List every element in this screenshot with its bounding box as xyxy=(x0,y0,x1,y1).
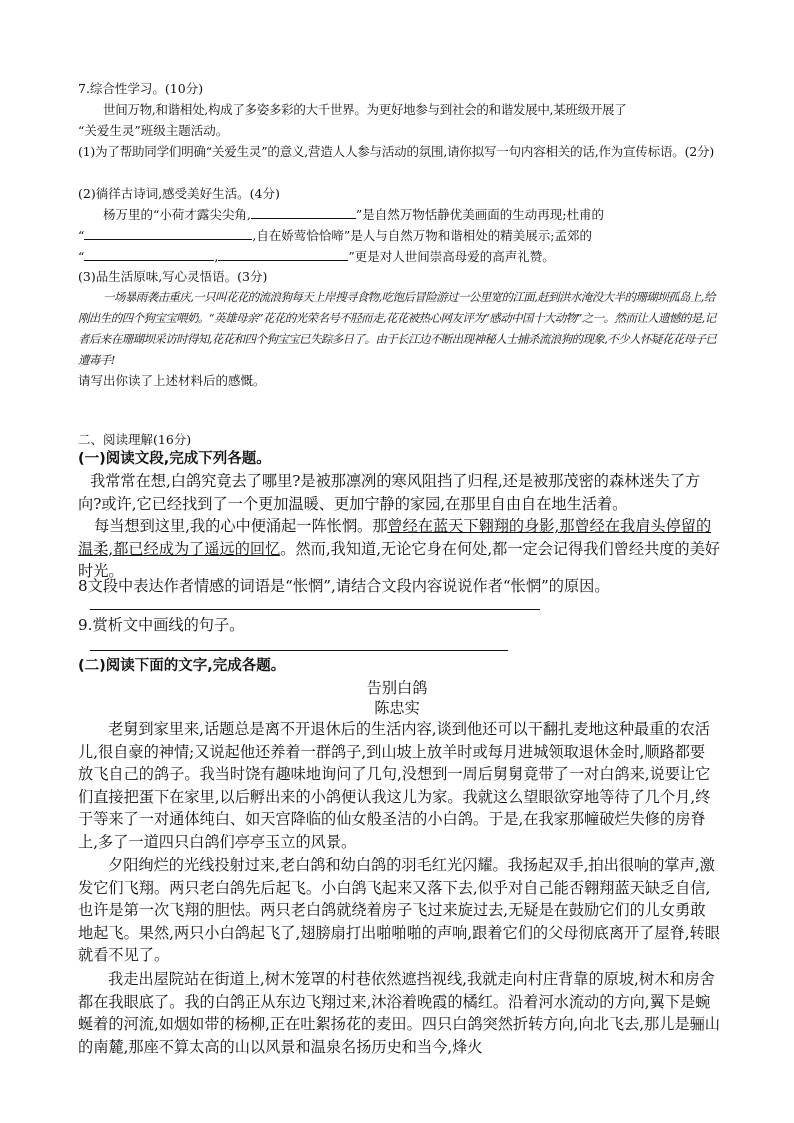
q7-sub2-line3 xyxy=(78,246,718,267)
passage1-para1: 我常常在想,白鸽究竟去了哪里?是被那凛冽的寒风阻挡了归程,还是被那茂密的森林迷失了方向?或许,它已经找到了一个更加温暖、更加宁静的家园,在那里自由自在地生活着。 xyxy=(78,472,701,513)
q7-sub2-line1 xyxy=(78,204,718,225)
poem-tail-3: ”更是对人世间崇高母爱的高声礼赞。 xyxy=(348,249,555,264)
q9-answer-line[interactable] xyxy=(90,650,508,651)
passage2-title: (二)阅读下面的文字,完成各题。 xyxy=(78,658,286,674)
q7-title: 7.综合性学习。(10分) xyxy=(78,81,204,96)
passage1-para2 xyxy=(78,515,720,583)
q7-intro-line1: 世间万物,和谐相处,构成了多姿多彩的大千世界。为更好地参与到社会的和谐发展中,某班级开展了 xyxy=(103,102,627,117)
underlined-sentence: 曾经在蓝天下翱翔的身影,那曾经在我肩头停留的温柔,都已经成为了遥远的回忆 xyxy=(78,517,712,558)
poem-tail-1: ”是自然万物恬静优美画面的生动再现;杜甫的 xyxy=(355,207,604,222)
poem-blank-1[interactable] xyxy=(251,204,356,219)
poem-lead-1: 杨万里的“小荷才露尖尖角, xyxy=(103,207,251,222)
article-para3: 我走出屋院站在街道上,树木笼罩的村巷依然遮挡视线,我就走向村庄背靠的原坡,树木和房舍都在我眼底了。我的白鸽正从东边飞翔过来,沐浴着晚霞的橘红。沿着河水流动的方向,翼下是蜿蜒着的河流,如烟如带的杨柳,正在吐絮扬花的麦田。四只白鸽突然折转方向,向北飞去,那儿是骊山的南麓,那座不算太高的山以风景和温泉名扬历史和当今,烽火 xyxy=(78,970,720,1056)
poem-blank-3[interactable] xyxy=(84,246,214,261)
poem-blank-4[interactable] xyxy=(218,246,348,261)
poem-blank-2[interactable] xyxy=(84,225,252,240)
q7-sub2-title: (2)徜徉古诗词,感受美好生活。(4分) xyxy=(78,186,280,201)
q8-answer-line[interactable] xyxy=(90,609,540,610)
poem-comma-3: , xyxy=(214,249,219,264)
article-para2: 夕阳绚烂的光线投射过来,老白鸽和幼白鸽的羽毛红光闪耀。我扬起双手,拍出很响的掌声,激发它们飞翔。两只老白鸽先后起飞。小白鸽飞起来又落下去,似乎对自己能否翱翔蓝天缺乏自信,也许是第一次飞翔的胆怯。两只老白鸽就绕着房子飞过来旋过去,无疑是在鼓励它们的儿女勇敢地起飞。果然,两只小白鸽起飞了,翅膀扇打出啪啪啪的声响,跟着它们的父母彻底离开了屋脊,转眼就看不见了。 xyxy=(78,856,720,964)
para2-tail: 。然而,我知道,无论它身在何处,都一定会记得我们曾经共度的美好时光。 xyxy=(78,539,720,580)
q8: 8文段中表达作者情感的词语是“怅惘”,请结合文段内容说说作者“怅惘”的原因。 xyxy=(78,577,610,595)
article-author: 陈忠实 xyxy=(374,699,420,717)
q7-sub2-line2 xyxy=(78,225,718,246)
article-para1: 老舅到家里来,话题总是离不开退休后的生活内容,谈到他还可以干翻扎麦地这种最重的农活儿,很自豪的神情;又说起他还养着一群鸽子,到山坡上放羊时或每月进城领取退休金时,顺路都要放飞自己的鸽子。我当时饶有趣味地询问了几句,没想到一周后舅舅竟带了一对白鸽来,说要让它们直接把蛋下在家里,以后孵出来的小鸽便认我这儿为家。我就这么望眼欲穿地等待了几个月,终于等来了一对通体纯白、如天宫降临的仙女般圣洁的小白鸽。于是,在我家那幢破烂失修的房脊上,多了一道四只白鸽们亭亭玉立的风景。 xyxy=(78,720,711,851)
section2-heading xyxy=(78,429,718,450)
q7-sub1: (1)为了帮助同学们明确“关爱生灵”的意义,营造人人参与活动的氛围,请你拟写一句内容相关的话,作为宣传标语。(2分) xyxy=(78,144,715,159)
poem-tail-2: ,自在娇莺恰恰啼”是人与自然万物和谐相处的精美展示;孟郊的 xyxy=(252,228,592,243)
q9: 9.赏析文中画线的句子。 xyxy=(78,616,245,634)
para2-lead: 每当想到这里,我的心中便涌起一阵怅惘。那 xyxy=(94,517,388,535)
q7-intro-line2: “关爱生灵”班级主题活动。 xyxy=(78,123,229,138)
q7-sub3-title: (3)品生活原味,写心灵悟语。(3分) xyxy=(78,269,268,284)
article-title: 告别白鸽 xyxy=(366,679,428,697)
passage1-title: (一)阅读文段,完成下列各题。 xyxy=(78,451,271,467)
story-passage: 一场暴雨袭击重庆,一只叫花花的流浪狗每天上岸搜寻食物,吃饱后冒险游过一公里宽的江面,赶到洪水淹没大半的珊瑚坝孤岛上,给刚出生的四个狗宝宝喂奶。“英雄母亲”花花的光荣名号不胫而走,花花被热心网友评为“感动中国十大动物”之一。然而让人遗憾的是,记者后来在珊瑚坝采访时得知,花花和四个狗宝宝已失踪多日了。由于长江边不断出现神秘人士捕杀流浪狗的现象,不少人怀疑花花母子已遭毒手! xyxy=(78,290,717,367)
poem-quote-open-2: “ xyxy=(78,228,85,243)
q7-sub3-ask: 请写出你读了上述材料后的感慨。 xyxy=(78,373,266,388)
poem-quote-open-3: “ xyxy=(78,249,85,264)
section2-heading-text: 二、阅读理解(16分) xyxy=(78,432,192,447)
